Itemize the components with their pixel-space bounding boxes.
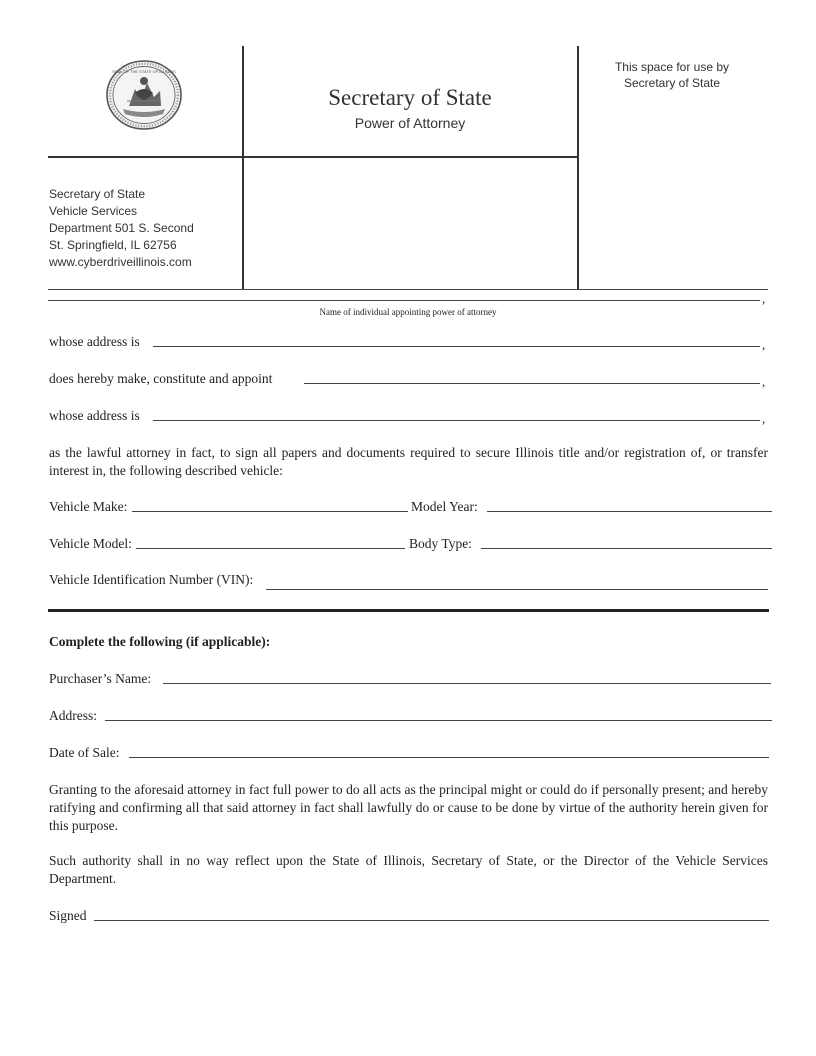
attorney-address-comma: , (762, 411, 766, 426)
vehicle-model-field[interactable] (136, 548, 405, 549)
principal-address-comma: , (762, 337, 766, 352)
purchaser-address-field[interactable] (105, 720, 772, 721)
address-line-3: Department 501 S. Second (49, 221, 194, 235)
vin-field[interactable] (266, 589, 768, 590)
purchaser-address-label: Address: (49, 708, 97, 723)
header-rule (48, 156, 578, 158)
body-type-field[interactable] (481, 548, 772, 549)
model-year-label: Model Year: (411, 499, 478, 514)
date-of-sale-label: Date of Sale: (49, 745, 120, 760)
vehicle-make-label: Vehicle Make: (49, 499, 128, 514)
header-divider-left (242, 46, 244, 290)
address-line-4: St. Springfield, IL 62756 (49, 238, 177, 252)
principal-address-field[interactable] (153, 346, 760, 347)
granting-paragraph: Granting to the aforesaid attorney in fact full power to do all acts as the principal might or could do if personally present; and hereby ratifying and confirming all that said attorney in fact shall lawfully do or cause to be done by virtue of the authority herein given for this purpose. (49, 782, 768, 833)
address-line-2: Vehicle Services (49, 204, 138, 218)
vehicle-model-label: Vehicle Model: (49, 536, 132, 551)
seal-text: SEAL OF THE STATE OF ILLINOIS (112, 69, 176, 74)
address-line-1: Secretary of State (49, 187, 146, 201)
office-use-note (578, 59, 766, 91)
office-use-line-2: Secretary of State (623, 76, 721, 90)
purchaser-name-label: Purchaser’s Name: (49, 671, 152, 686)
authority-paragraph: Such authority shall in no way reflect upon the State of Illinois, Secretary of State, or the Director of the Vehicle Services Department. (49, 853, 768, 886)
sale-heading: Complete the following (if applicable): (49, 634, 271, 649)
address-line-5: www.cyberdriveillinois.com (49, 255, 192, 269)
top-rule (48, 289, 768, 290)
principal-name-caption: Name of individual appointing power of attorney (319, 307, 497, 317)
attorney-address-field[interactable] (153, 420, 760, 421)
office-use-line-1: This space for use by (614, 60, 730, 74)
state-seal (105, 59, 183, 131)
section-divider (48, 609, 769, 612)
purchaser-name-field[interactable] (163, 683, 771, 684)
signature-field[interactable] (94, 920, 769, 921)
attorney-name-comma: , (762, 374, 766, 389)
page-subtitle: Power of Attorney (354, 115, 466, 131)
signed-label: Signed (49, 908, 87, 923)
appoint-label: does hereby make, constitute and appoint (49, 371, 273, 386)
model-year-field[interactable] (487, 511, 772, 512)
principal-address-label: whose address is (49, 334, 140, 349)
date-of-sale-field[interactable] (129, 757, 769, 758)
vehicle-make-field[interactable] (132, 511, 408, 512)
vehicle-intro: as the lawful attorney in fact, to sign all papers and documents required to secure Illinois title and/or registration of, or transfer interest in, the following described vehicle: (49, 445, 768, 478)
office-address (49, 186, 194, 271)
page-title: Secretary of State (328, 85, 492, 110)
seal-icon (105, 59, 183, 131)
attorney-name-field[interactable] (304, 383, 760, 384)
body-type-label: Body Type: (409, 536, 472, 551)
principal-name-comma: , (762, 291, 766, 306)
attorney-address-label: whose address is (49, 408, 140, 423)
vin-label: Vehicle Identification Number (VIN): (49, 572, 254, 587)
principal-name-field[interactable] (48, 300, 760, 301)
